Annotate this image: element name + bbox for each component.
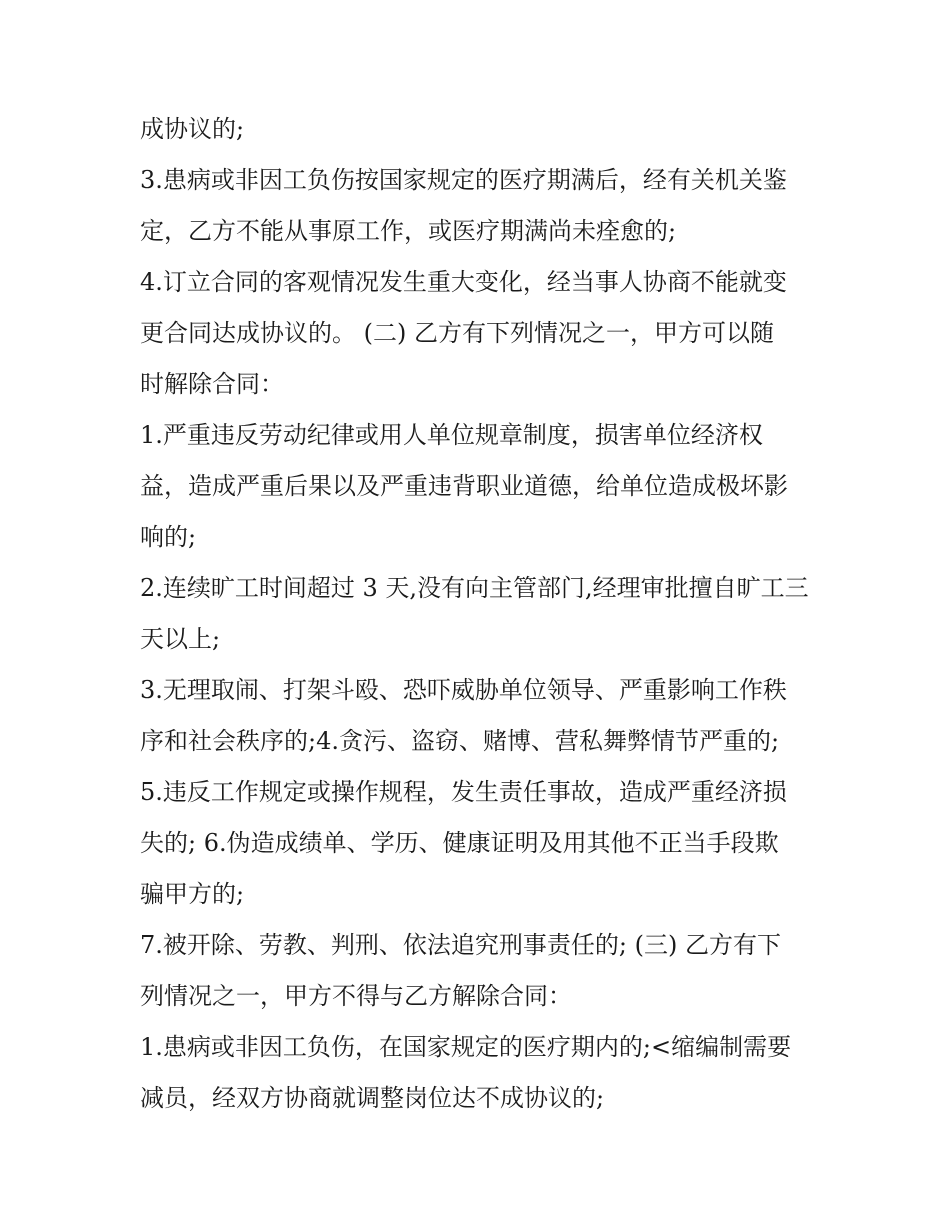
- text-line: 3.患病或非因工负伤按国家规定的医疗期满后，经有关机关鉴: [140, 166, 787, 194]
- text-line: 4.订立合同的客观情况发生重大变化，经当事人协商不能就变: [140, 268, 787, 296]
- text-line: 成协议的;: [140, 115, 245, 143]
- text-line: 1.严重违反劳动纪律或用人单位规章制度，损害单位经济权: [140, 421, 763, 449]
- document-body: [140, 104, 830, 1124]
- text-line: 5.违反工作规定或操作规程，发生责任事故，造成严重经济损: [140, 778, 787, 806]
- text-line: 骗甲方的;: [140, 880, 245, 908]
- text-line: 益，造成严重后果以及严重违背职业道德，给单位造成极坏影: [140, 472, 788, 500]
- text-line: 时解除合同：: [140, 370, 284, 398]
- text-line: 1.患病或非因工负伤，在国家规定的医疗期内的;<缩编制需要: [140, 1033, 792, 1061]
- text-line: 序和社会秩序的;4.贪污、盗窃、赌博、营私舞弊情节严重的;: [140, 727, 780, 755]
- text-line: 天以上;: [140, 625, 221, 653]
- text-line: 3.无理取闹、打架斗殴、恐吓威胁单位领导、严重影响工作秩: [140, 676, 787, 704]
- text-line: 定，乙方不能从事原工作，或医疗期满尚未痊愈的;: [140, 217, 677, 245]
- text-line: 更合同达成协议的。 (二) 乙方有下列情况之一，甲方可以随: [140, 319, 774, 347]
- text-line: 7.被开除、劳教、判刑、依法追究刑事责任的; (三) 乙方有下: [140, 931, 781, 959]
- text-line: 响的;: [140, 523, 197, 551]
- text-line: 2.连续旷工时间超过 3 天,没有向主管部门,经理审批擅自旷工三: [140, 574, 809, 602]
- text-line: 减员，经双方协商就调整岗位达不成协议的;: [140, 1084, 605, 1112]
- text-line: 列情况之一，甲方不得与乙方解除合同：: [140, 982, 572, 1010]
- text-line: 失的; 6.伪造成绩单、学历、健康证明及用其他不正当手段欺: [140, 829, 779, 857]
